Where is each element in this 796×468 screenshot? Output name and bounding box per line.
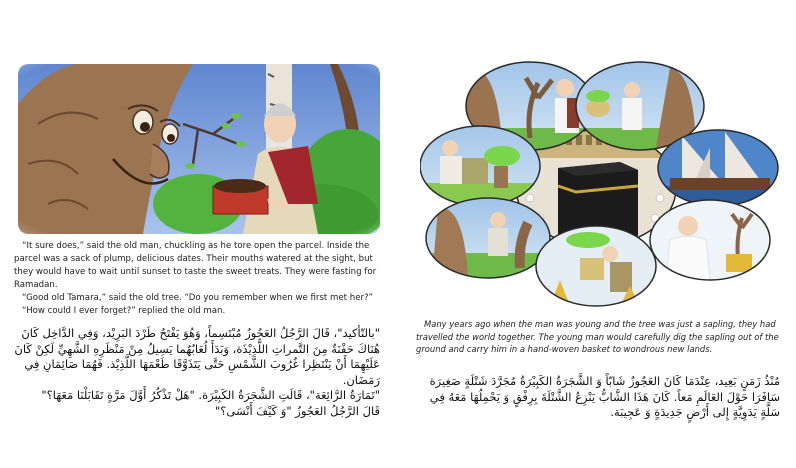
english-paragraph: “How could I ever forget?” replied the old man. (22, 306, 226, 316)
arabic-text-right (408, 374, 780, 421)
english-paragraph: Many years ago when the man was young and the tree was just a sapling, they had travelled the world together. The young man would carefully dig the sapling out of the ground and carry him in a hand-woven basket to wondrous new lands. (416, 319, 779, 354)
arabic-paragraph: "تَمَارَةُ الرَّائِعَة"، قَالَتِ الشَّجَرَةُ الكَبِيْرَة. "هَلْ تَذْكُرُ أَوَّلَ مَرَّةٍ تَقَابَلْنَا مَعَهَا؟" (41, 388, 380, 402)
journey-collage-illustration (420, 58, 780, 308)
right-page (398, 0, 796, 468)
tree-and-old-man-illustration (18, 64, 380, 234)
arabic-paragraph: مُنْذُ زَمَنٍ بَعِيد، عِنْدَمَا كَانَ العَجُوزُ شَابّاً وَ الشَّجَرَةُ الكَبِيْرَةُ مُجَرَّدَ شَتْلَةٍ صَغِيرَة سَافَرَا حَوْلَ العَالَمِ مَعاً. كَانَ هَذَا الشَّابُّ يَنْزِعُ الشَّتْلَةَ بِرِفْقٍ وَ يَحْمِلُهَا مَعَهُ فِي سَلَّةٍ يَدَوِيَّةٍ إِلى أَرْضٍ جَدِيدَةٍ وَ عَجِيبَة. (429, 374, 780, 419)
arabic-text-left (8, 326, 380, 419)
illustration-graphic (18, 64, 380, 234)
arabic-paragraph: قَالَ الرَّجُلُ العَجُوزُ "وَ كَيْفَ أَنْسَى؟" (215, 403, 380, 418)
english-paragraph: “Good old Tamara,” said the old tree. “Do you remember when we first met her?” (22, 293, 374, 303)
english-text-left (14, 240, 394, 318)
english-paragraph: “It sure does,” said the old man, chuckling as he tore open the parcel. Inside the parcel was a sack of plump, delicious dates. Their mouths watered at the sight, but they would have to wait until sunset to taste the sweet treats. They were fasting for Ramadan. (14, 241, 377, 290)
english-text-right (416, 318, 786, 356)
collage-graphic (420, 58, 780, 308)
arabic-paragraph: "بالتّأكيد"، قَالَ الرَّجُلُ العَجُوزُ مُبْتَسِماً، وَهُوَ يَفْتَحُ طَرْدَ البَرِيْد، وَفِي الدَّاخِل كَانَ هُنَاكَ حَفْنَةٌ مِنَ التَّمراتِ اللَّذِيْذَة، وَبَدَأَ لُعَابُهُما يَسِيلُ مِنْ مَنْظَرِهِ الشَّهِيِّ لَكِنْ كَانَ عَلَيْهِمَا أَنْ يَنْتَظِرا غُرُوبَ الشَّمْسِ حَتَّى يَتَذَوَّقَا طَعْمَهَا اللَّذِيْذ. فَهُمَا صَائِمَانِ فِي رَمَضَان. (14, 326, 380, 387)
